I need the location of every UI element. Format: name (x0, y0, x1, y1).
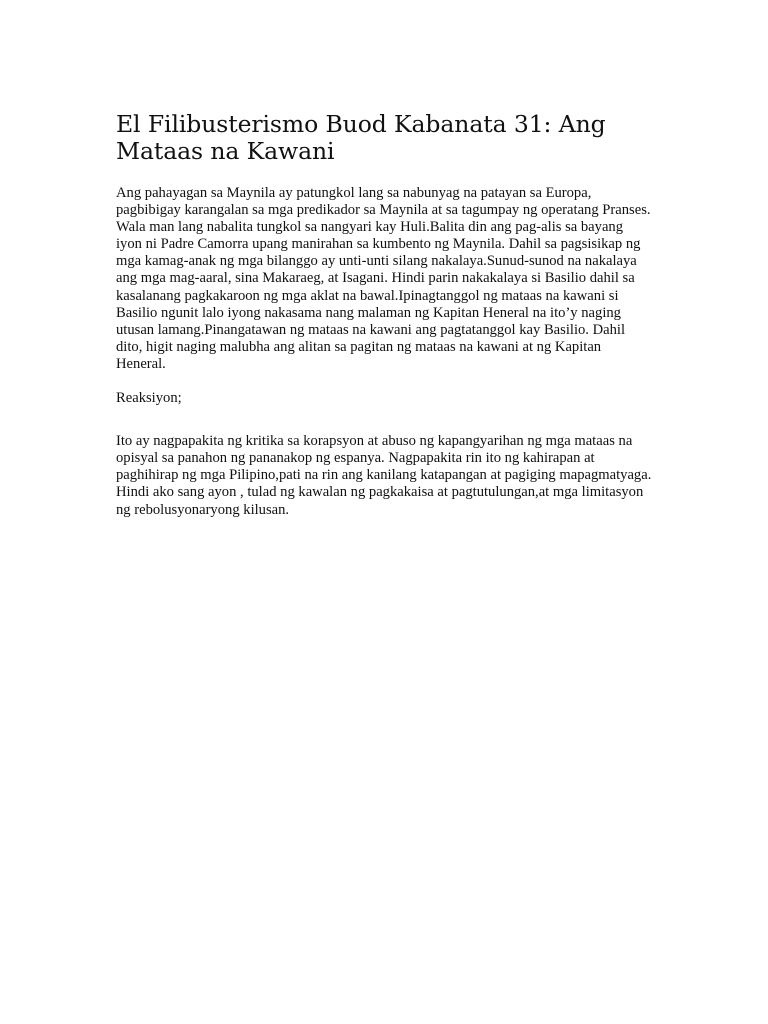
document-title: El Filibusterismo Buod Kabanata 31: Ang Mataas na Kawani (116, 110, 606, 165)
reaction-label: Reaksiyon; (116, 390, 182, 407)
document-body (116, 111, 652, 519)
summary-paragraph: Ang pahayagan sa Maynila ay patungkol lang sa nabunyag na patayan sa Europa, pagbibigay karangalan sa mga predikador sa Maynila at sa tagumpay ng operatang Pranses. Wala man lang nabalita tungkol sa nangyari kay Huli.Balita din ang pag-alis sa bayang iyon ni Padre Camorra upang manirahan sa kumbento ng Maynila. Dahil sa pagsisikap ng mga kamag-anak ng mga bilanggo ay unti-unti silang nakalaya.Sunud-sunod na nakalaya ang mga mag-aaral, sina Makaraeg, at Isagani. Hindi parin nakakalaya si Basilio dahil sa kasalanang pagkakaroon ng mga aklat na bawal.Ipinagtanggol ng mataas na kawani si Basilio ngunit lalo iyong nakasama nang malaman ng Kapitan Heneral na ito’y naging utusan lamang.Pinangatawan ng mataas na kawani ang pagtatanggol kay Basilio. Dahil dito, higit naging malubha ang alitan sa pagitan ng mataas na kawani at ng Kapitan Heneral. (116, 185, 651, 372)
reaction-paragraph: Ito ay nagpapakita ng kritika sa korapsyon at abuso ng kapangyarihan ng mga mataas na opisyal sa panahon ng pananakop ng espanya. Nagpapakita rin ito ng kahirapan at paghihirap ng mga Pilipino,pati na rin ang kanilang katapangan at pagiging mapagmatyaga. Hindi ako sang ayon , tulad ng kawalan ng pagkakaisa at pagtutulungan,at mga limitasyon ng rebolusyonaryong kilusan. (116, 433, 652, 518)
